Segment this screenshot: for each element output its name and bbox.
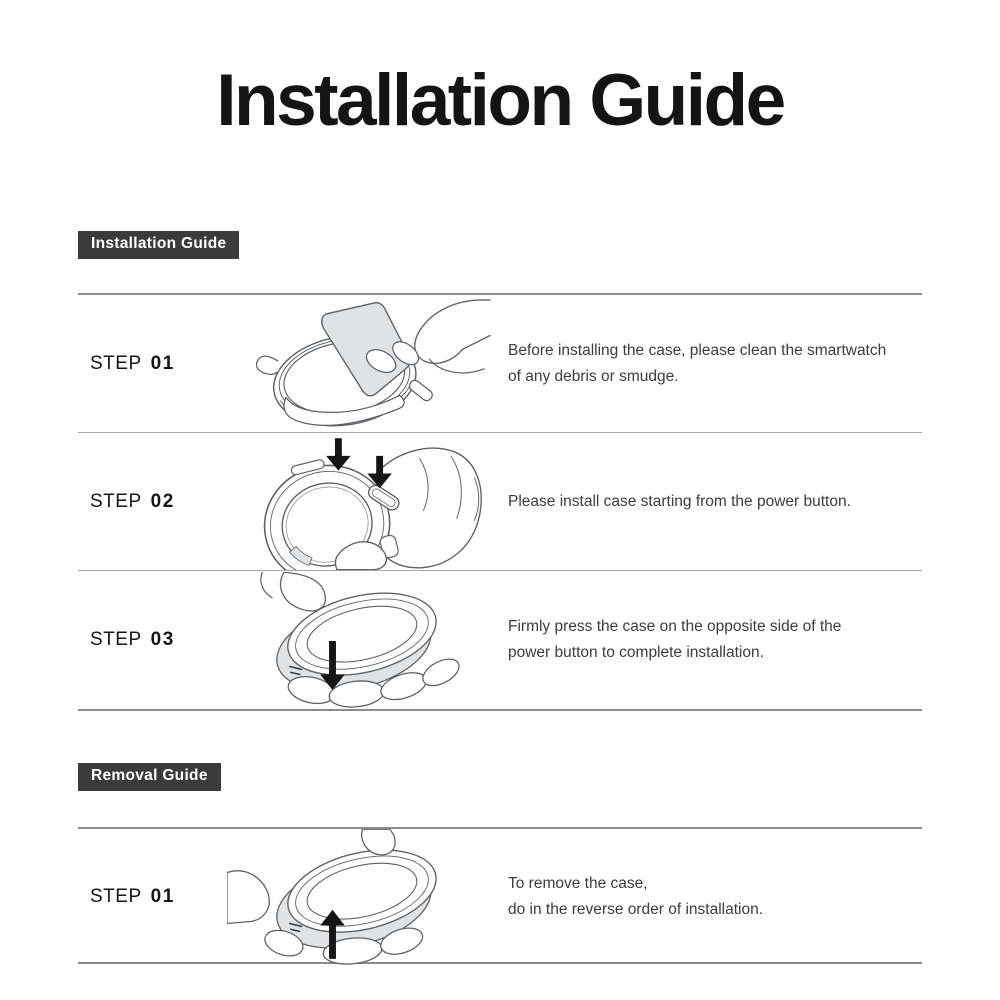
- step-label: [78, 353, 214, 375]
- step-label: [78, 491, 214, 513]
- remove-case-illustration: [227, 829, 492, 965]
- removal-steps-table: [78, 827, 922, 964]
- step-description: To remove the case, do in the reverse order of installation.: [508, 875, 764, 918]
- step-row: [78, 295, 922, 433]
- hand-outline: [227, 871, 269, 924]
- watch-left-lug: [256, 356, 279, 374]
- step-row: [78, 829, 922, 962]
- watch-crown: [407, 378, 434, 402]
- installation-guide-badge: Installation Guide: [78, 231, 239, 259]
- finger: [280, 572, 325, 611]
- step-number: 01: [150, 886, 175, 907]
- step-row: [78, 571, 922, 709]
- installation-steps-table: [78, 293, 922, 711]
- step-illustration: [214, 295, 504, 432]
- step-word: STEP: [90, 629, 142, 650]
- clean-watch-illustration: [227, 296, 492, 432]
- step-label: [78, 886, 214, 908]
- step-label: [78, 629, 214, 651]
- step-illustration: [214, 829, 504, 965]
- step-number: 03: [150, 629, 175, 650]
- step-illustration: [214, 433, 504, 570]
- step-word: STEP: [90, 490, 142, 512]
- step-description: Before installing the case, please clean the smartwatch of any debris or smudge.: [508, 341, 887, 385]
- step-row: [78, 433, 922, 571]
- removal-guide-badge: Removal Guide: [78, 763, 221, 791]
- hand-outline: [414, 299, 489, 362]
- step-number: 02: [150, 490, 175, 512]
- step-illustration: [214, 571, 504, 709]
- step-word: STEP: [90, 352, 142, 374]
- step-description: Firmly press the case on the opposite side of the power button to complete installation.: [508, 618, 842, 661]
- press-case-illustration: [227, 572, 492, 708]
- step-number: 01: [150, 352, 175, 374]
- step-word: STEP: [90, 886, 142, 907]
- step-description: Please install case starting from the power button.: [508, 492, 851, 510]
- install-case-illustration: [227, 434, 492, 570]
- page-title: Installation Guide: [216, 60, 784, 141]
